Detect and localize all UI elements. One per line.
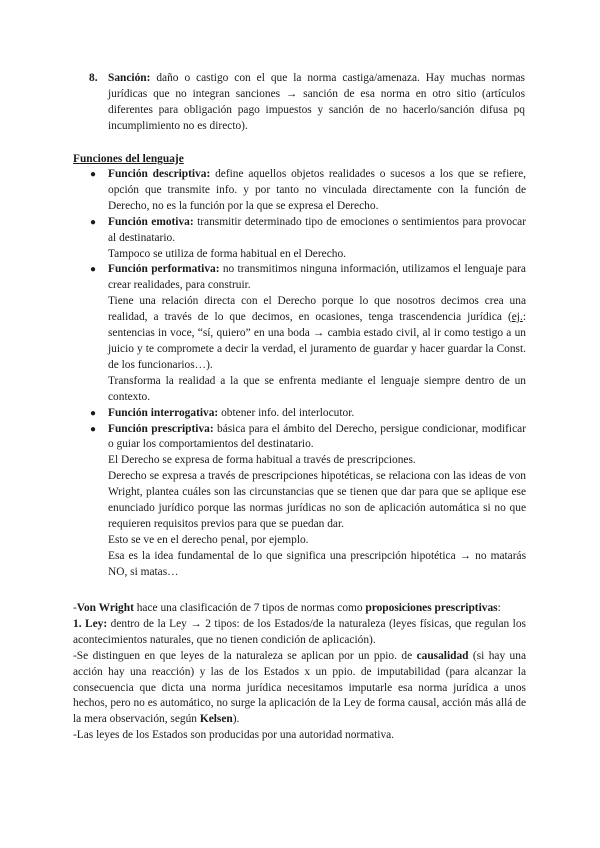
item-text: obtener info. del interlocutor. — [221, 406, 355, 419]
vonwright-paragraph — [73, 601, 526, 617]
list-item-descriptiva — [88, 167, 526, 215]
bullet-icon: ● — [90, 407, 97, 419]
item-text: daño o castigo con el que la norma castiga/amenaza. Hay muchas normas jurídicas que no integran sanciones → sanción de esa norma en otro sitio (artículos diferentes para obligación pago impuestos y sanción de no hacerlo/sanción difusa pq incumplimiento no es directo). — [108, 72, 525, 132]
item-title: Función interrogativa: — [108, 406, 219, 419]
item-title: Función performativa: — [108, 263, 220, 276]
author-name: Von Wright — [76, 602, 134, 614]
paragraph-text: Tiene una relación directa con el Derecho porque lo que nosotros decimos crea una realidad, a través de lo que decimos, en ocasiones, tenga trascendencia jurídica ( — [108, 295, 526, 324]
item-text: transmitir determinado tipo de emociones o sentimientos para provocar al destinatario. — [108, 215, 526, 244]
ley-label: 1. Ley: — [73, 617, 108, 630]
last-paragraph: -Las leyes de los Estados son producidas por una autoridad normativa. — [73, 729, 395, 742]
item-title: Sanción: — [108, 72, 151, 84]
bullet-icon: ● — [90, 423, 97, 435]
bold-term: proposiciones prescriptivas — [365, 602, 498, 614]
paragraph: Tampoco se utiliza de forma habitual en el Derecho. — [108, 247, 346, 260]
paragraph-text: -Se distinguen en que leyes de la naturaleza se aplican por un ppio. de — [73, 649, 417, 662]
paragraph: Esa es la idea fundamental de lo que significa una prescripción hipotética → no matarás NO, si matas… — [108, 549, 526, 578]
functions-list — [88, 167, 526, 581]
paragraph: Transforma la realidad a la que se enfrenta mediante el lenguaje siempre dentro de un contexto. — [108, 374, 526, 403]
bullet-icon: ● — [90, 216, 97, 228]
item-8-sancion — [89, 71, 525, 135]
paragraph-text: (si hay una acción hay una reacción) y las de los Estados x un ppio. de imputabilidad (para alcanzar la consecuencia que dicta una norma jurídica necesitamos imputarle esa norma jurídica a unos hechos, pero no es automático, no surge la aplicación de la Ley de forma causal, acción más allá de la mera observación, según — [73, 649, 526, 726]
bold-term: causalidad — [416, 649, 469, 662]
list-item-prescriptiva — [88, 422, 526, 454]
item-text: define aquellos objetos realidades o sucesos a los que se refiere, opción que transmite info. y por tanto no vinculada directamente con la función de Derecho, no es la función por la que se expresa el Derecho. — [108, 168, 526, 212]
paragraph: El Derecho se expresa de forma habitual a través de prescripciones. — [108, 454, 416, 467]
item-title: Función descriptiva: — [108, 168, 211, 180]
bullet-icon: ● — [90, 169, 97, 180]
paragraph-text: : sentencias in voce, “sí, quiero” en una boda → cambia estado civil, al ir como testigo a un juicio y te compromete a decir la verdad, el juramento de guardar y hacer guardar la Const. de los funcionarios…). — [108, 311, 526, 371]
item-text: básica para el ámbito del Derecho, persigue condicionar, modificar o guiar los comportamientos del destinatario. — [108, 422, 526, 451]
item-body — [108, 71, 525, 135]
paragraph — [88, 294, 526, 374]
paragraph-text: dentro de la Ley → 2 tipos: de los Estados/de la naturaleza (leyes físicas, que regulan los acontecimientos naturales, que no tienen condición de aplicación). — [73, 617, 526, 646]
causalidad-paragraph — [73, 649, 526, 729]
list-item-emotiva — [88, 215, 526, 247]
paragraph: Derecho se expresa a través de prescripciones hipotéticas, se relaciona con las ideas de von Wright, plantea cuáles son las circunstancias que se tienen que dar para que se aplique ese enunciado jurídico porque las normas jurídicas no son de aplicación automática si no que requieren requisitos previos para que se puedan dar. — [108, 470, 526, 530]
item-text: no transmitimos ninguna información, utilizamos el lenguaje para crear realidades, para construir. — [108, 263, 526, 292]
list-item-performativa — [88, 262, 526, 294]
norms-section — [73, 601, 526, 744]
paragraph: Esto se ve en el derecho penal, por ejemplo. — [108, 533, 309, 546]
example-abbrev: ej. — [511, 311, 523, 324]
item-number: 8. — [89, 72, 98, 84]
colon: : — [497, 602, 501, 614]
bullet-icon: ● — [90, 264, 97, 276]
paragraph-text: hace una clasificación de 7 tipos de normas como — [133, 602, 366, 614]
section-heading: Funciones del lenguaje — [73, 153, 184, 165]
list-item-interrogativa — [88, 406, 526, 422]
item-title: Función emotiva: — [108, 215, 194, 228]
dash: - — [73, 602, 77, 614]
paragraph-text: ). — [232, 713, 240, 726]
author-name: Kelsen — [199, 713, 233, 726]
item-title: Función prescriptiva: — [108, 422, 214, 435]
ley-paragraph — [73, 617, 526, 649]
